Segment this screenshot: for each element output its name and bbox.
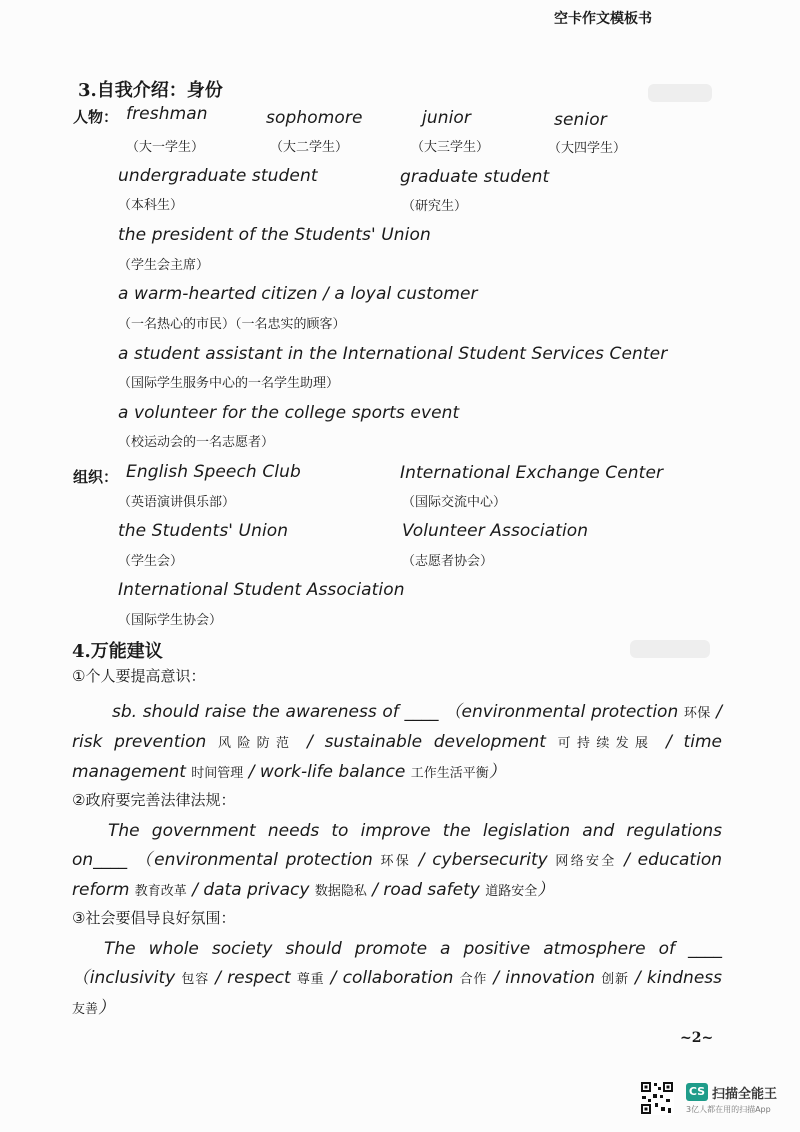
person-cn: （大一学生） — [126, 140, 205, 155]
people-label: 人物： — [73, 108, 119, 126]
text-cn: 教育改革 — [134, 884, 187, 899]
text-cn: 风险防范 — [218, 736, 296, 751]
person-en: a student assistant in the International Student Services Center — [118, 344, 668, 364]
suggestion-heading: ②政府要完善法律法规： — [72, 791, 236, 809]
person-en: undergraduate student — [118, 166, 318, 186]
suggestion-paragraph — [72, 698, 722, 788]
page-number: ~2~ — [680, 1030, 714, 1046]
person-cn: （大二学生） — [270, 140, 349, 155]
person-en: graduate student — [400, 167, 550, 187]
text-en: ） — [488, 762, 506, 782]
text-en: / education reform — [72, 850, 722, 900]
text-cn: 合作 — [459, 972, 488, 987]
text-cn: 友善 — [72, 1002, 99, 1017]
text-cn: 网络安全 — [555, 854, 617, 869]
text-cn: 环保 — [380, 854, 412, 869]
text-en: / time management — [72, 732, 722, 782]
text-en: ） — [537, 880, 555, 900]
text-en: / data privacy — [186, 880, 315, 900]
person-cn: （国际学生服务中心的一名学生助理） — [118, 376, 340, 391]
text-cn: 环保 — [683, 706, 711, 721]
org-en: the Students' Union — [118, 521, 289, 541]
text-en: sb. should raise the awareness of ____ （environmental protection — [112, 702, 684, 722]
person-cn: （校运动会的一名志愿者） — [118, 435, 275, 450]
text-en: / respect — [209, 968, 297, 988]
person-en: sophomore — [266, 108, 363, 128]
camscanner-logo-icon: CS — [686, 1083, 708, 1101]
suggestion-paragraph — [72, 935, 722, 1024]
text-cn: 时间管理 — [191, 766, 244, 781]
smudge — [630, 640, 710, 658]
section4-title: 4.万能建议 — [72, 641, 163, 662]
org-en: International Student Association — [118, 580, 405, 600]
watermark-app-name: 扫描全能王 — [712, 1087, 778, 1102]
text-cn: 道路安全 — [485, 884, 538, 899]
org-cn: （学生会） — [118, 554, 184, 569]
watermark-tagline: 3亿人都在用的扫描App — [686, 1105, 771, 1114]
smudge — [648, 84, 712, 102]
person-en: a volunteer for the college sports event — [118, 403, 460, 423]
text-en: The government needs to improve the legislation and regulations on____ （environmental protection — [72, 821, 722, 870]
org-en: Volunteer Association — [402, 521, 589, 541]
text-en: ） — [98, 998, 116, 1018]
person-en: the president of the Students' Union — [118, 225, 431, 245]
section3-title: 3.自我介绍：身份 — [78, 80, 223, 101]
suggestion-paragraph — [72, 817, 722, 906]
text-en: / road safety — [366, 880, 486, 900]
text-en: / kindness — [628, 968, 722, 988]
person-en: junior — [422, 108, 471, 128]
org-en: International Exchange Center — [400, 463, 664, 483]
text-en: / cybersecurity — [411, 850, 556, 870]
person-cn: （研究生） — [402, 199, 468, 214]
text-cn: 可持续发展 — [557, 736, 655, 751]
org-cn: （国际学生协会） — [118, 613, 223, 628]
person-en: a warm-hearted citizen / a loyal customer — [118, 284, 478, 304]
text-en: / risk prevention — [72, 702, 722, 752]
text-cn: 数据隐私 — [314, 884, 367, 899]
person-cn: （本科生） — [118, 198, 184, 213]
org-cn: （国际交流中心） — [402, 495, 507, 510]
text-en: / innovation — [487, 968, 602, 988]
text-cn: 创新 — [601, 972, 629, 987]
text-en: / sustainable development — [295, 732, 558, 752]
text-cn: 包容 — [181, 972, 210, 987]
person-cn: （学生会主席） — [118, 258, 210, 273]
org-en: English Speech Club — [126, 462, 301, 482]
qr-code-icon — [640, 1081, 674, 1115]
person-en: senior — [554, 110, 607, 130]
suggestion-heading: ①个人要提高意识： — [72, 667, 206, 685]
person-cn: （大四学生） — [548, 141, 627, 156]
org-label: 组织： — [73, 468, 119, 486]
suggestion-heading: ③社会要倡导良好氛围： — [72, 909, 236, 927]
text-en: The whole society should promote a positive atmosphere of ____ （inclusivity — [72, 939, 722, 988]
person-cn: （一名热心的市民）（一名忠实的顾客） — [118, 317, 346, 332]
text-en: / work-life balance — [243, 762, 411, 782]
header-title: 空卡作文模板书 — [554, 11, 652, 27]
text-cn: 工作生活平衡 — [410, 766, 489, 781]
person-cn: （大三学生） — [411, 140, 490, 155]
org-cn: （志愿者协会） — [402, 554, 494, 569]
text-en: / collaboration — [324, 968, 460, 988]
person-en: freshman — [126, 104, 208, 124]
text-cn: 尊重 — [296, 972, 325, 987]
org-cn: （英语演讲俱乐部） — [118, 495, 236, 510]
